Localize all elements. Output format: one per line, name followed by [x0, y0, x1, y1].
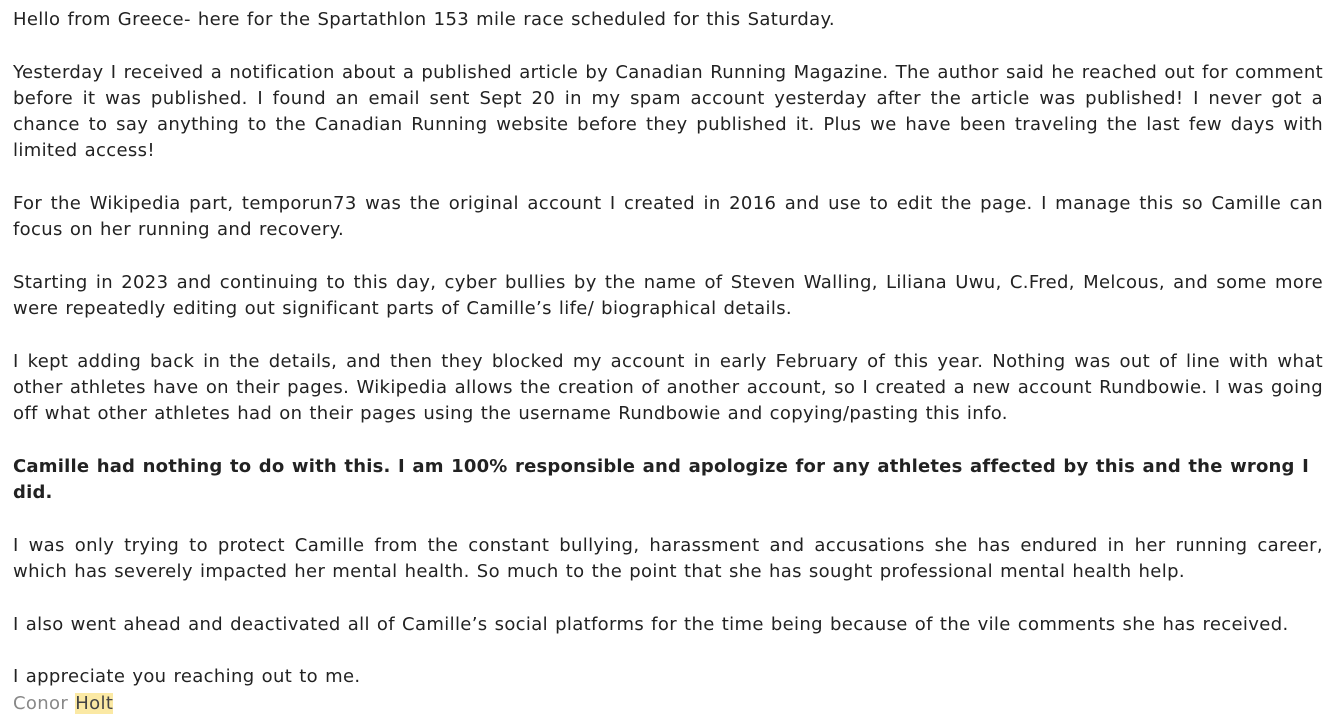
- protection-paragraph: I was only trying to protect Camille from the constant bullying, harassment and accusations she has endured in her running career, which has severely impacted her mental health. So much to the point that she has sought professional mental health help.: [13, 534, 1323, 583]
- closing-line: I appreciate you reaching out to me.: [13, 666, 361, 688]
- signature-first-name: Conor: [13, 692, 69, 714]
- email-body: [13, 7, 1323, 717]
- responsibility-statement: Camille had nothing to do with this. I am 100% responsible and apologize for any athletes affected by this and the wrong I did.: [13, 456, 1310, 504]
- cyber-bullies-paragraph: Starting in 2023 and continuing to this day, cyber bullies by the name of Steven Walling, Liliana Uwu, C.Fred, Melcous, and some more were repeatedly editing out significant parts of Camille’s life/ biographical details.: [13, 271, 1323, 320]
- article-notification-paragraph: Yesterday I received a notification about a published article by Canadian Running Magazine. The author said he reached out for comment before it was published. I found an email sent Sept 20 in my spam account yesterday after the article was published! I never got a chance to say anything to the Canadian Running website before they published it. Plus we have been traveling the last few days with limited access!: [13, 61, 1323, 162]
- wikipedia-account-paragraph: For the Wikipedia part, temporun73 was the original account I created in 2016 and use to edit the page. I manage this so Camille can focus on her running and recovery.: [13, 193, 1323, 241]
- deactivation-paragraph: I also went ahead and deactivated all of Camille’s social platforms for the time being because of the vile comments she has received.: [13, 613, 1289, 635]
- signature: [13, 691, 1323, 717]
- signature-last-name-highlight: Holt: [75, 692, 114, 714]
- greeting-paragraph: Hello from Greece- here for the Spartathlon 153 mile race scheduled for this Saturday.: [13, 9, 835, 30]
- blocked-account-paragraph: I kept adding back in the details, and then they blocked my account in early February of this year. Nothing was out of line with what other athletes have on their pages. Wikipedia allows the creation of another account, so I created a new account Rundbowie. I was going off what other athletes had on their pages using the username Rundbowie and copying/pasting this info.: [13, 350, 1323, 425]
